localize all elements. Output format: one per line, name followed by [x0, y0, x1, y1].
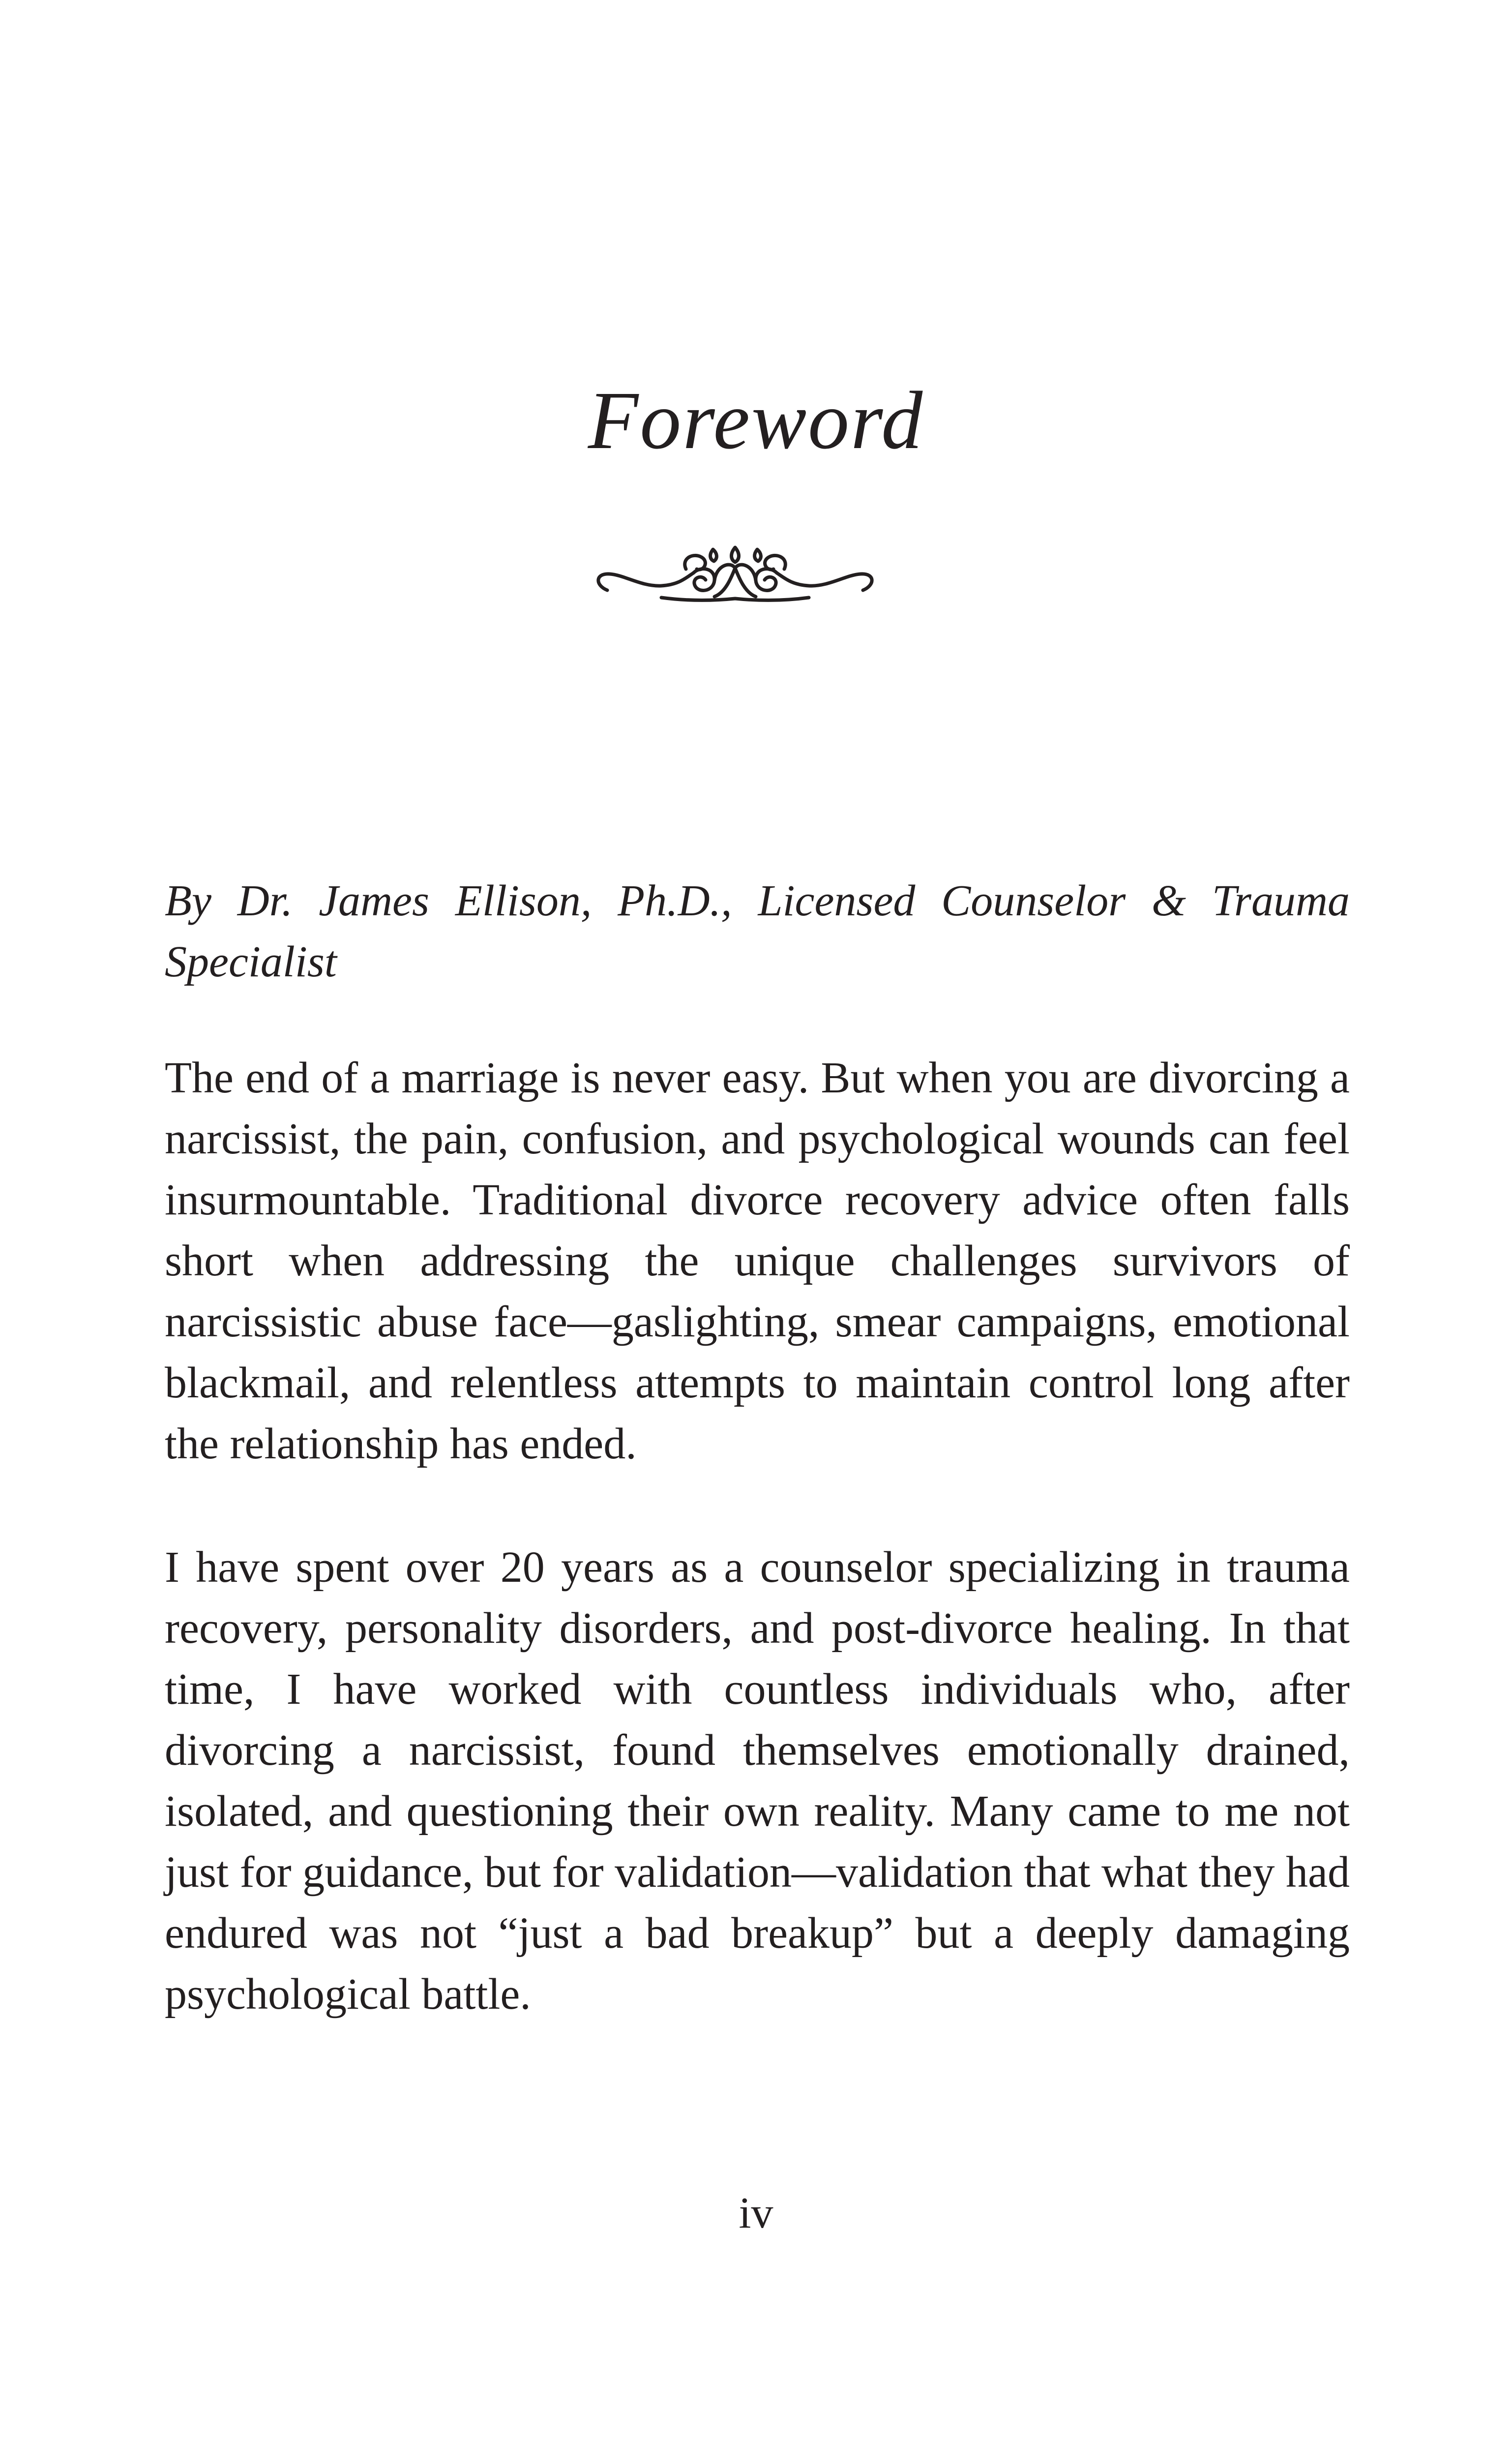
body-paragraph-1: The end of a marriage is never easy. But when you are divorcing a narcissist, the pain, confusion, and psychological wounds can feel insurmountable. Traditional divorce recovery advice often falls short when addressing the unique challenges survivors of narcissistic abuse face—gaslighting, smear campaigns, emotional blackmail, and relentless attempts to maintain control long after the relationship has ended. — [165, 1054, 1350, 1468]
chapter-title: Foreword — [588, 375, 924, 466]
body-paragraph-2: I have spent over 20 years as a counselor specializing in trauma recovery, personality disorders, and post-divorce healing. In that time, I have worked with countless individuals who, after divorcing a narcissist, found themselves emotionally drained, isolated, and questioning their own reality. Many came to me not just for guidance, but for validation—validation that what they had endured was not “just a bad breakup” but a deeply damaging psychological battle. — [165, 1543, 1350, 2019]
flourish-divider-icon — [588, 539, 883, 617]
author-byline: By Dr. James Ellison, Ph.D., Licensed Counselor & Trauma Specialist — [165, 876, 1350, 986]
page-number: iv — [739, 2189, 773, 2237]
